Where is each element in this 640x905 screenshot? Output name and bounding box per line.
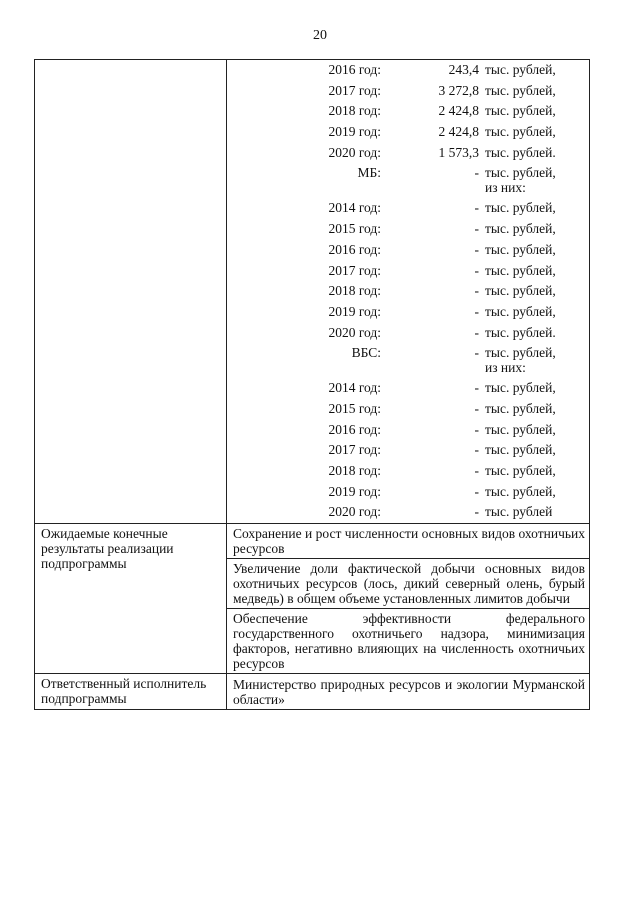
financing-unit — [485, 401, 556, 416]
financing-unit-text: тыс. рублей, — [485, 421, 556, 437]
financing-year: 2018 год: — [328, 463, 381, 478]
financing-line — [227, 81, 589, 102]
responsible-value-cell — [227, 674, 590, 710]
financing-value: - — [474, 504, 479, 520]
responsible-row — [35, 674, 590, 710]
financing-value: - — [474, 463, 479, 478]
financing-line — [227, 302, 589, 323]
financing-year: 2020 год: — [328, 504, 381, 520]
financing-unit — [485, 463, 556, 478]
financing-value: - — [474, 221, 479, 237]
financing-unit-text: тыс. рублей, — [485, 283, 556, 299]
financing-unit — [485, 221, 556, 236]
financing-year: 2020 год: — [328, 324, 381, 340]
financing-line — [227, 281, 589, 302]
financing-line — [227, 502, 589, 523]
financing-year: МБ: — [357, 165, 381, 181]
financing-list — [227, 60, 589, 523]
financing-line — [227, 60, 589, 81]
financing-value: - — [474, 200, 479, 216]
financing-unit-text: тыс. рублей, — [485, 62, 556, 77]
financing-value: 2 424,8 — [438, 103, 479, 119]
financing-year: ВБС: — [351, 345, 381, 361]
financing-unit — [485, 242, 556, 257]
financing-unit — [485, 103, 556, 118]
financing-unit-text: тыс. рублей — [485, 504, 553, 520]
financing-value: - — [474, 421, 479, 437]
financing-unit-sub: из них: — [485, 360, 526, 376]
financing-year: 2017 год: — [328, 82, 381, 98]
financing-year: 2015 год: — [328, 221, 381, 237]
financing-unit — [485, 325, 556, 340]
financing-line — [227, 482, 589, 503]
financing-unit-text: тыс. рублей, — [485, 82, 556, 98]
financing-value: - — [474, 324, 479, 340]
financing-unit-text: тыс. рублей. — [485, 144, 556, 160]
responsible-label-cell — [35, 674, 227, 710]
financing-value: - — [474, 400, 479, 416]
financing-line — [227, 198, 589, 219]
financing-year: 2017 год: — [328, 262, 381, 278]
financing-unit-text: тыс. рублей, — [485, 303, 556, 319]
financing-line — [227, 219, 589, 240]
financing-unit — [485, 283, 556, 298]
financing-value: 1 573,3 — [438, 144, 479, 160]
financing-unit-text: тыс. рублей, — [485, 400, 556, 416]
expected-results-label: Ожидаемые конечные результаты реализации подпрограммы — [41, 526, 174, 572]
financing-value: - — [474, 442, 479, 458]
financing-year: 2018 год: — [328, 283, 381, 299]
responsible-label: Ответственный исполнитель подпрограммы — [41, 676, 207, 707]
financing-year: 2016 год: — [328, 62, 381, 77]
expected-result-item: Сохранение и рост численности основных видов охотничьих ресурсов — [227, 524, 589, 559]
subprogram-passport-table — [34, 59, 590, 710]
financing-line — [227, 122, 589, 143]
financing-unit-text: тыс. рублей, — [485, 463, 556, 478]
financing-unit — [485, 263, 556, 278]
financing-value: 243,4 — [448, 62, 479, 77]
financing-line — [227, 440, 589, 461]
financing-year: 2014 год: — [328, 200, 381, 216]
expected-results-label-cell — [35, 524, 227, 674]
financing-unit-text: тыс. рублей, — [485, 221, 556, 237]
financing-unit-text: тыс. рублей, — [485, 165, 556, 181]
financing-unit-text: тыс. рублей, — [485, 483, 556, 499]
financing-value: - — [474, 483, 479, 499]
financing-year: 2018 год: — [328, 103, 381, 119]
expected-result-item: Увеличение доли фактической добычи основных видов охотничьих ресурсов (лось, дикий северный олень, бурый медведь) в общем объеме установленных лимитов добычи — [227, 559, 589, 609]
financing-unit-text: тыс. рублей. — [485, 324, 556, 340]
financing-unit — [485, 304, 556, 319]
financing-line — [227, 101, 589, 122]
financing-year: 2017 год: — [328, 442, 381, 458]
financing-value: - — [474, 345, 479, 361]
financing-unit-text: тыс. рублей, — [485, 345, 556, 361]
financing-year: 2015 год: — [328, 400, 381, 416]
financing-line — [227, 143, 589, 164]
financing-row — [35, 60, 590, 524]
financing-line — [227, 323, 589, 344]
financing-value: - — [474, 165, 479, 181]
financing-unit — [485, 484, 556, 499]
financing-value: 2 424,8 — [438, 124, 479, 140]
financing-line — [227, 240, 589, 261]
financing-values-cell — [227, 60, 590, 524]
financing-year: 2019 год: — [328, 303, 381, 319]
financing-unit — [485, 422, 556, 437]
financing-unit-text: тыс. рублей, — [485, 262, 556, 278]
financing-line — [227, 399, 589, 420]
financing-unit-sub: из них: — [485, 180, 526, 196]
expected-results-cell — [227, 524, 590, 674]
financing-unit — [485, 62, 556, 77]
financing-line — [227, 420, 589, 441]
financing-unit — [485, 442, 556, 457]
page-number: 20 — [313, 28, 327, 43]
financing-value: - — [474, 262, 479, 278]
responsible-value: Министерство природных ресурсов и экологии Мурманской области» — [233, 677, 585, 708]
financing-value: - — [474, 283, 479, 299]
financing-unit-text: тыс. рублей, — [485, 442, 556, 458]
financing-line — [227, 163, 589, 198]
financing-unit — [485, 124, 556, 139]
financing-line — [227, 378, 589, 399]
financing-line — [227, 261, 589, 282]
financing-unit — [485, 504, 552, 519]
financing-unit — [485, 345, 556, 375]
financing-year: 2016 год: — [328, 421, 381, 437]
financing-value: 3 272,8 — [438, 82, 479, 98]
financing-unit-text: тыс. рублей, — [485, 200, 556, 216]
financing-unit — [485, 380, 556, 395]
financing-unit — [485, 145, 556, 160]
financing-year: 2016 год: — [328, 241, 381, 257]
financing-unit — [485, 200, 556, 215]
financing-year: 2014 год: — [328, 380, 381, 396]
expected-results-row — [35, 524, 590, 674]
financing-year: 2020 год: — [328, 144, 381, 160]
financing-unit-text: тыс. рублей, — [485, 124, 556, 140]
financing-value: - — [474, 303, 479, 319]
financing-year: 2019 год: — [328, 483, 381, 499]
financing-unit — [485, 83, 556, 98]
financing-unit — [485, 165, 556, 195]
financing-value: - — [474, 380, 479, 396]
financing-unit-text: тыс. рублей, — [485, 380, 556, 396]
financing-year: 2019 год: — [328, 124, 381, 140]
financing-value: - — [474, 241, 479, 257]
financing-line — [227, 343, 589, 378]
financing-line — [227, 461, 589, 482]
expected-result-item: Обеспечение эффективности федерального государственного охотничьего надзора, минимизация факторов, негативно влияющих на численность охотничьих ресурсов — [233, 611, 585, 672]
financing-unit-text: тыс. рублей, — [485, 241, 556, 257]
financing-label-cell — [35, 60, 227, 524]
financing-unit-text: тыс. рублей, — [485, 103, 556, 119]
